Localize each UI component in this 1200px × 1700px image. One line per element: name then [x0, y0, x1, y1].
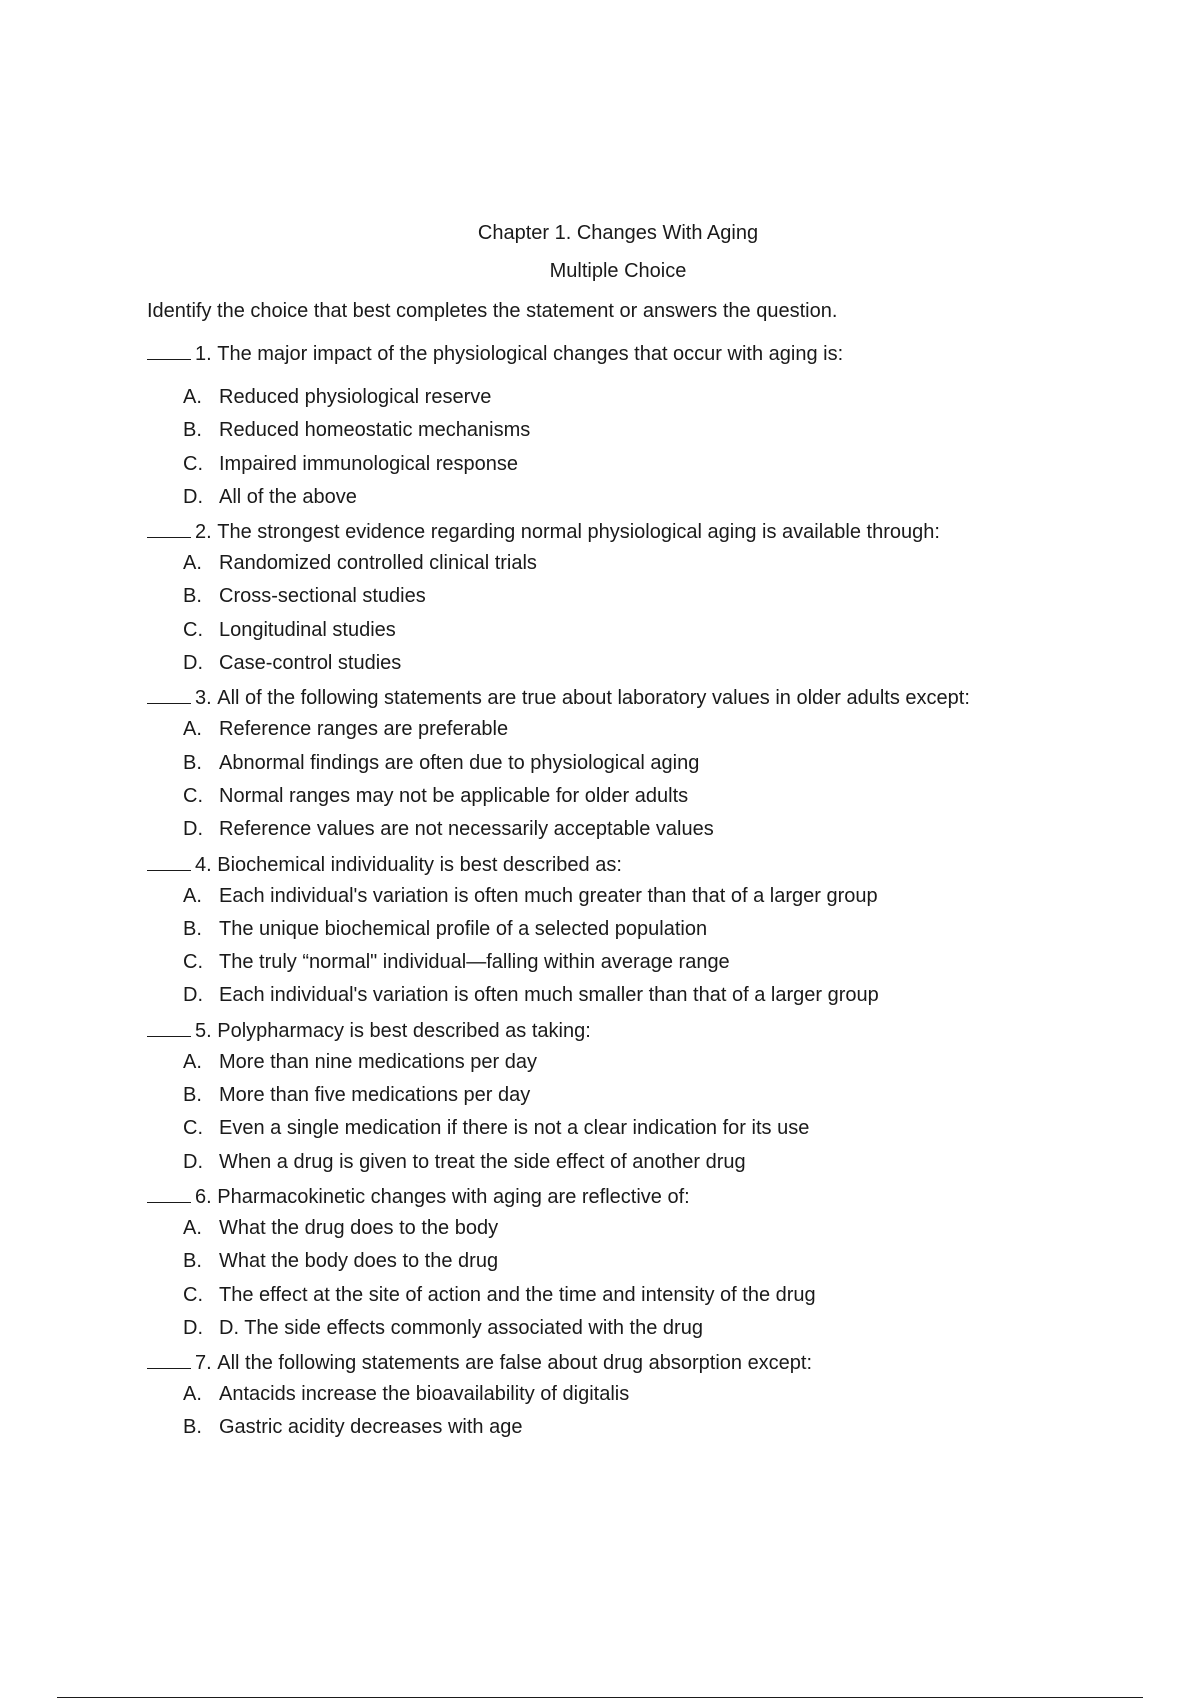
- option-letter: D.: [183, 818, 203, 841]
- option-letter: B.: [183, 419, 202, 442]
- question-6: [147, 1184, 1147, 1350]
- question-2: [147, 519, 1147, 685]
- option-b: [147, 1416, 1147, 1449]
- option-d: [147, 652, 1147, 685]
- question-stem: [147, 1184, 1147, 1217]
- option-text: Gastric acidity decreases with age: [219, 1416, 523, 1439]
- option-c: [147, 785, 1147, 818]
- option-text: Abnormal findings are often due to physiological aging: [219, 751, 700, 774]
- option-c: [147, 453, 1147, 486]
- option-letter: A.: [183, 552, 202, 575]
- question-number: 2.: [195, 521, 212, 544]
- option-text: Each individual's variation is often much smaller than that of a larger group: [219, 984, 879, 1007]
- option-text: Randomized controlled clinical trials: [219, 552, 537, 575]
- option-letter: D.: [183, 652, 203, 675]
- option-a: [147, 1051, 1147, 1084]
- option-b: [147, 585, 1147, 618]
- option-letter: C.: [183, 452, 203, 475]
- option-text: More than nine medications per day: [219, 1050, 537, 1073]
- option-letter: B.: [183, 1084, 202, 1107]
- option-letter: D.: [183, 1150, 203, 1173]
- question-number: 1.: [195, 343, 212, 365]
- option-d: [147, 984, 1147, 1017]
- chapter-title: Chapter 1. Changes With Aging: [477, 222, 759, 244]
- question-4: [147, 852, 1147, 1018]
- option-list: [147, 552, 1147, 685]
- question-stem: [147, 341, 1147, 374]
- option-text: Normal ranges may not be applicable for older adults: [219, 784, 689, 807]
- option-b: [147, 1084, 1147, 1117]
- option-letter: B.: [183, 585, 202, 608]
- option-letter: D.: [183, 1316, 203, 1339]
- option-letter: B.: [183, 917, 202, 940]
- option-list: [147, 718, 1147, 851]
- answer-blank[interactable]: [147, 1350, 191, 1369]
- question-number: 6.: [195, 1185, 212, 1208]
- answer-blank[interactable]: [147, 341, 191, 360]
- question-text: All the following statements are false about drug absorption except:: [217, 1352, 813, 1375]
- option-d: [147, 1151, 1147, 1184]
- answer-blank[interactable]: [147, 1184, 191, 1203]
- option-text: All of the above: [219, 485, 357, 508]
- option-letter: A.: [183, 1050, 202, 1073]
- option-letter: B.: [183, 751, 202, 774]
- option-c: [147, 1284, 1147, 1317]
- answer-blank[interactable]: [147, 519, 191, 538]
- option-text: What the drug does to the body: [219, 1216, 499, 1239]
- option-text: Impaired immunological response: [219, 452, 519, 475]
- question-text: Pharmacokinetic changes with aging are reflective of:: [217, 1185, 690, 1208]
- option-letter: A.: [183, 1383, 202, 1406]
- answer-blank[interactable]: [147, 1018, 191, 1037]
- option-list: [147, 1383, 1147, 1450]
- option-a: [147, 552, 1147, 585]
- question-number: 4.: [195, 853, 212, 876]
- option-letter: A.: [183, 386, 202, 408]
- option-letter: C.: [183, 784, 203, 807]
- option-d: [147, 818, 1147, 851]
- option-b: [147, 419, 1147, 452]
- option-letter: C.: [183, 1117, 203, 1140]
- option-text: Longitudinal studies: [219, 618, 396, 641]
- option-text: Reduced physiological reserve: [219, 386, 492, 408]
- question-stem: [147, 519, 1147, 552]
- question-text: The major impact of the physiological changes that occur with aging is:: [217, 343, 844, 365]
- question-stem: [147, 685, 1147, 718]
- question-stem: [147, 1350, 1147, 1383]
- option-d: [147, 486, 1147, 519]
- option-letter: A.: [183, 884, 202, 907]
- option-list: [147, 386, 1147, 519]
- option-text: When a drug is given to treat the side effect of another drug: [219, 1150, 746, 1173]
- option-b: [147, 752, 1147, 785]
- question-stem: [147, 1018, 1147, 1051]
- question-number: 3.: [195, 687, 212, 710]
- option-list: [147, 1217, 1147, 1350]
- option-text: Even a single medication if there is not a clear indication for its use: [219, 1117, 810, 1140]
- option-letter: A.: [183, 718, 202, 741]
- question-number: 7.: [195, 1352, 212, 1375]
- option-d: [147, 1317, 1147, 1350]
- question-text: All of the following statements are true about laboratory values in older adults except:: [217, 687, 970, 710]
- option-letter: D.: [183, 485, 203, 508]
- option-c: [147, 1117, 1147, 1150]
- question-stem: [147, 852, 1147, 885]
- option-text: D. The side effects commonly associated with the drug: [219, 1316, 703, 1339]
- option-list: [147, 885, 1147, 1018]
- option-a: [147, 718, 1147, 751]
- answer-blank[interactable]: [147, 852, 191, 871]
- question-5: [147, 1018, 1147, 1184]
- option-a: [147, 885, 1147, 918]
- answer-blank[interactable]: [147, 685, 191, 704]
- question-1: [147, 341, 1147, 519]
- option-text: The unique biochemical profile of a selected population: [219, 917, 708, 940]
- option-letter: C.: [183, 951, 203, 974]
- question-7: [147, 1350, 1147, 1450]
- option-text: Reduced homeostatic mechanisms: [219, 419, 531, 442]
- option-b: [147, 1250, 1147, 1283]
- option-letter: C.: [183, 618, 203, 641]
- question-3: [147, 685, 1147, 851]
- question-number: 5.: [195, 1019, 212, 1042]
- option-a: [147, 1217, 1147, 1250]
- option-text: What the body does to the drug: [219, 1250, 499, 1273]
- footer-rule: [57, 1697, 1143, 1698]
- option-list: [147, 1051, 1147, 1184]
- option-text: Each individual's variation is often much greater than that of a larger group: [219, 884, 878, 907]
- option-text: More than five medications per day: [219, 1084, 531, 1107]
- option-text: The truly “normal" individual—falling within average range: [219, 951, 730, 974]
- option-text: Reference ranges are preferable: [219, 718, 509, 741]
- option-text: Reference values are not necessarily acceptable values: [219, 818, 714, 841]
- section-title: Multiple Choice: [549, 260, 687, 282]
- option-letter: B.: [183, 1250, 202, 1273]
- option-b: [147, 918, 1147, 951]
- question-text: Polypharmacy is best described as taking:: [217, 1019, 591, 1042]
- option-a: [147, 1383, 1147, 1416]
- option-letter: D.: [183, 984, 203, 1007]
- instructions: Identify the choice that best completes the statement or answers the question.: [147, 300, 838, 322]
- option-text: The effect at the site of action and the time and intensity of the drug: [219, 1283, 816, 1306]
- question-list: [147, 341, 1147, 1450]
- question-text: Biochemical individuality is best described as:: [217, 853, 622, 876]
- option-letter: C.: [183, 1283, 203, 1306]
- option-text: Cross-sectional studies: [219, 585, 426, 608]
- option-c: [147, 951, 1147, 984]
- option-text: Case-control studies: [219, 652, 402, 675]
- option-letter: A.: [183, 1216, 202, 1239]
- option-a: [147, 386, 1147, 419]
- option-c: [147, 619, 1147, 652]
- option-text: Antacids increase the bioavailability of digitalis: [219, 1383, 630, 1406]
- option-letter: B.: [183, 1416, 202, 1439]
- question-text: The strongest evidence regarding normal physiological aging is available through:: [217, 521, 940, 544]
